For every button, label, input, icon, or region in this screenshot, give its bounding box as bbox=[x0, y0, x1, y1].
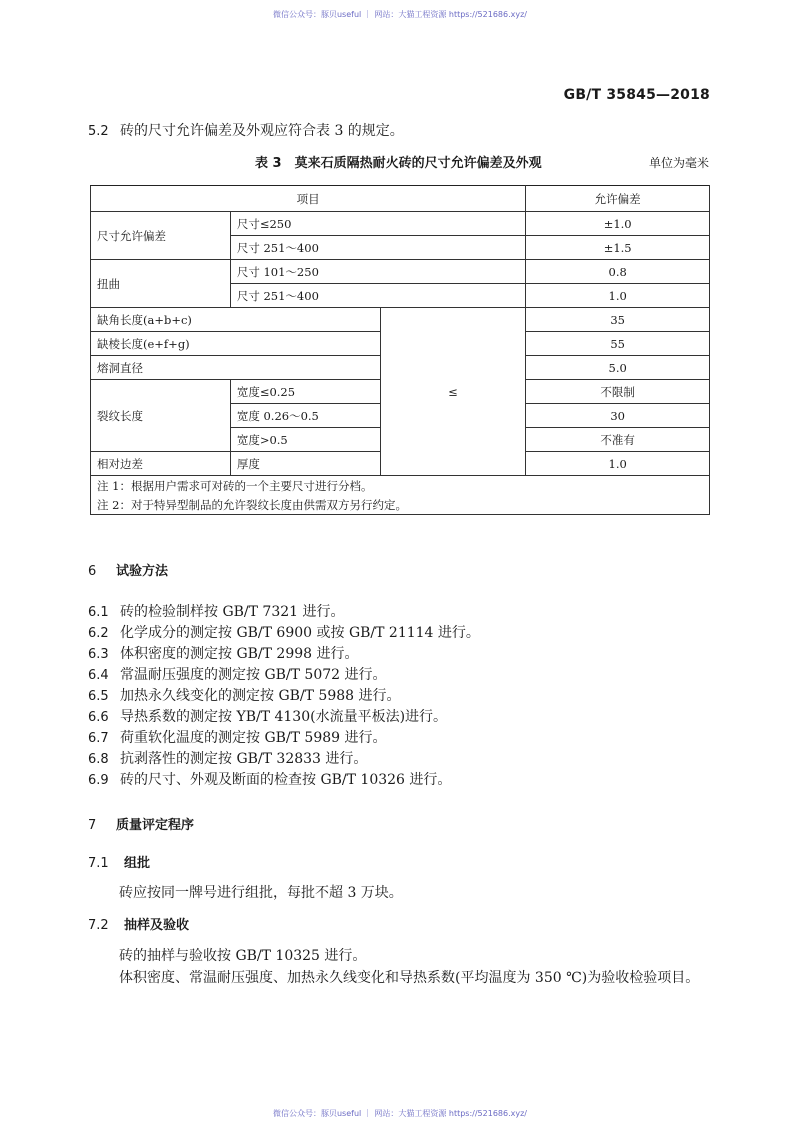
row-value: 30 bbox=[526, 404, 710, 428]
clause-number: 7.1 bbox=[88, 856, 109, 871]
clause-text: 常温耐压强度的测定按 GB/T 5072 进行。 bbox=[120, 667, 387, 683]
table-note-row bbox=[91, 495, 710, 515]
clause-6-5 bbox=[88, 685, 401, 705]
clause-number: 6.8 bbox=[88, 752, 109, 767]
clause-text: 砖的尺寸、外观及断面的检查按 GB/T 10326 进行。 bbox=[120, 772, 452, 788]
clause-number: 6.5 bbox=[88, 689, 109, 704]
clause-number: 6.7 bbox=[88, 731, 109, 746]
leq-symbol-cell: ≤ bbox=[380, 308, 526, 476]
table-note-row bbox=[91, 476, 710, 496]
table-header-row bbox=[91, 186, 710, 212]
section-7-heading bbox=[88, 814, 194, 833]
row-value: 1.0 bbox=[526, 284, 710, 308]
header-tolerance: 允许偏差 bbox=[526, 186, 710, 212]
row-value: 不限制 bbox=[526, 380, 710, 404]
clause-text: 化学成分的测定按 GB/T 6900 或按 GB/T 21114 进行。 bbox=[120, 625, 480, 641]
row-value: ±1.5 bbox=[526, 236, 710, 260]
row-value: 5.0 bbox=[526, 356, 710, 380]
row-value: 35 bbox=[526, 308, 710, 332]
crack-group-label: 裂纹长度 bbox=[91, 380, 231, 452]
clause-text: 砖的尺寸允许偏差及外观应符合表 3 的规定。 bbox=[120, 123, 404, 139]
clause-text: 加热永久线变化的测定按 GB/T 5988 进行。 bbox=[120, 688, 401, 704]
section-6-heading bbox=[88, 560, 168, 579]
clause-6-3 bbox=[88, 643, 359, 663]
row-condition: 尺寸≤250 bbox=[230, 212, 526, 236]
clause-7-2-heading bbox=[88, 914, 189, 933]
clause-text: 导热系数的测定按 YB/T 4130(水流量平板法)进行。 bbox=[120, 709, 448, 725]
clause-number: 6.3 bbox=[88, 647, 109, 662]
table-note-1: 注 1：根据用户需求可对砖的一个主要尺寸进行分档。 bbox=[91, 476, 710, 496]
clause-text: 荷重软化温度的测定按 GB/T 5989 进行。 bbox=[120, 730, 387, 746]
clause-7-2-text-1: 砖的抽样与验收按 GB/T 10325 进行。 bbox=[119, 948, 367, 964]
clause-6-1 bbox=[88, 601, 345, 621]
edge-row-condition: 厚度 bbox=[230, 452, 380, 476]
clause-7-2-text-2: 体积密度、常温耐压强度、加热永久线变化和导热系数(平均温度为 350 ℃)为验收检验项目。 bbox=[119, 970, 700, 986]
watermark-bottom: 微信公众号：豚贝useful ｜ 网站：大猫工程资源 https://521686.xyz/ bbox=[272, 1109, 528, 1118]
size-group-label: 尺寸允许偏差 bbox=[91, 212, 231, 260]
tolerance-table bbox=[90, 185, 710, 515]
row-condition: 尺寸 251～400 bbox=[230, 284, 526, 308]
table-note-2: 注 2：对于特异型制品的允许裂纹长度由供需双方另行约定。 bbox=[91, 495, 710, 515]
clause-5-2 bbox=[88, 120, 404, 140]
row-value: 0.8 bbox=[526, 260, 710, 284]
watermark-top: 微信公众号：豚贝useful ｜ 网站：大猫工程资源 https://521686.xyz/ bbox=[272, 10, 528, 19]
clause-title: 组批 bbox=[124, 856, 151, 871]
clause-7-1-heading bbox=[88, 852, 150, 871]
row-value: 55 bbox=[526, 332, 710, 356]
clause-6-7 bbox=[88, 727, 387, 747]
clause-text: 砖的检验制样按 GB/T 7321 进行。 bbox=[120, 604, 345, 620]
row-value: ±1.0 bbox=[526, 212, 710, 236]
clause-number: 6.2 bbox=[88, 626, 109, 641]
clause-6-9 bbox=[88, 769, 451, 789]
clause-number: 6.4 bbox=[88, 668, 109, 683]
row-item: 熔洞直径 bbox=[91, 356, 381, 380]
clause-number: 6.1 bbox=[88, 605, 109, 620]
edge-row-value: 1.0 bbox=[526, 452, 710, 476]
clause-number: 6.6 bbox=[88, 710, 109, 725]
table-caption: 表 3 莫来石质隔热耐火砖的尺寸允许偏差及外观 bbox=[255, 156, 542, 171]
section-title: 试验方法 bbox=[116, 564, 169, 579]
clause-text: 体积密度的测定按 GB/T 2998 进行。 bbox=[120, 646, 359, 662]
clause-number: 5.2 bbox=[88, 124, 109, 139]
clause-6-8 bbox=[88, 748, 367, 768]
edge-row-item: 相对边差 bbox=[91, 452, 231, 476]
section-title: 质量评定程序 bbox=[116, 818, 195, 833]
table-row bbox=[91, 212, 710, 236]
row-item: 缺角长度(a+b+c) bbox=[91, 308, 381, 332]
row-item: 缺棱长度(e+f+g) bbox=[91, 332, 381, 356]
standard-number: GB/T 35845—2018 bbox=[563, 87, 710, 103]
clause-number: 6.9 bbox=[88, 773, 109, 788]
table-row bbox=[91, 260, 710, 284]
row-condition: 尺寸 101～250 bbox=[230, 260, 526, 284]
clause-7-1-text: 砖应按同一牌号进行组批，每批不超 3 万块。 bbox=[119, 885, 403, 901]
clause-number: 7.2 bbox=[88, 918, 109, 933]
clause-6-2 bbox=[88, 622, 480, 642]
clause-6-6 bbox=[88, 706, 447, 726]
header-item: 项目 bbox=[91, 186, 526, 212]
section-number: 6 bbox=[88, 564, 97, 579]
clause-text: 抗剥落性的测定按 GB/T 32833 进行。 bbox=[120, 751, 368, 767]
row-condition: 宽度≤0.25 bbox=[230, 380, 380, 404]
section-number: 7 bbox=[88, 818, 97, 833]
table-unit: 单位为毫米 bbox=[648, 156, 709, 170]
table-row bbox=[91, 308, 710, 332]
clause-6-4 bbox=[88, 664, 387, 684]
row-condition: 宽度>0.5 bbox=[230, 428, 380, 452]
row-condition: 宽度 0.26～0.5 bbox=[230, 404, 380, 428]
warp-group-label: 扭曲 bbox=[91, 260, 231, 308]
clause-title: 抽样及验收 bbox=[124, 918, 190, 933]
row-condition: 尺寸 251～400 bbox=[230, 236, 526, 260]
row-value: 不准有 bbox=[526, 428, 710, 452]
